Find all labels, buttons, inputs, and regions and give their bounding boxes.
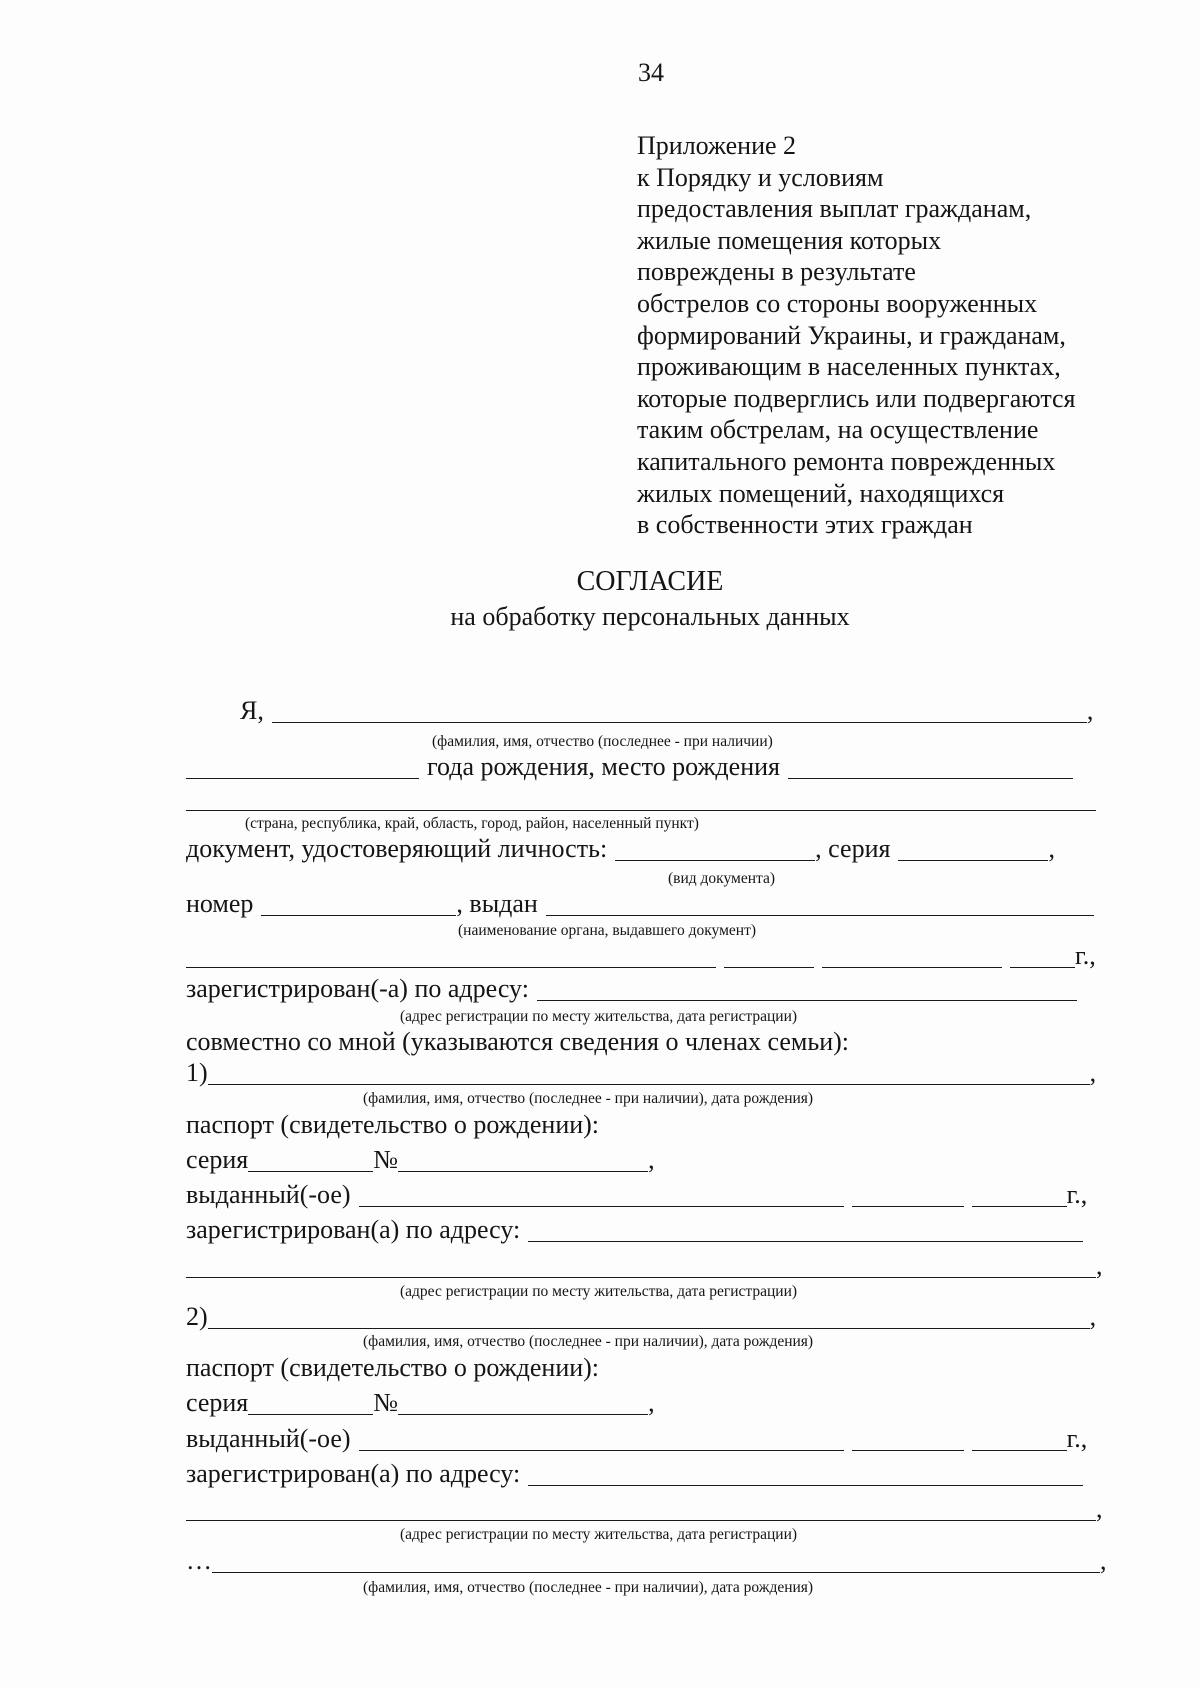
- birth-year-field[interactable]: [186, 756, 419, 779]
- line-series-number-2: [186, 1384, 655, 1418]
- member-2-name-field[interactable]: [208, 1306, 1090, 1329]
- issuer-field-cont[interactable]: [186, 945, 716, 968]
- comma: ,: [1096, 1494, 1103, 1523]
- caption-address-2: (адрес регистрации по месту жительства, дата регистрации): [400, 1526, 798, 1543]
- appendix-line: предоставления выплат гражданам,: [637, 194, 1032, 224]
- number-sign: №: [373, 1145, 399, 1174]
- appendix-line: формирований Украины, и гражданам,: [637, 320, 1066, 350]
- issuer-field[interactable]: [546, 893, 1094, 916]
- member-2-address-field-cont[interactable]: [186, 1498, 1096, 1521]
- label-series-1: серия: [186, 1145, 249, 1174]
- appendix-line: в собственности этих граждан: [637, 510, 973, 540]
- comma: ,: [1096, 1251, 1103, 1280]
- member-2-address-field[interactable]: [528, 1463, 1083, 1486]
- line-birth-place-cont: [186, 780, 1096, 814]
- year-mark: г.,: [1066, 1424, 1088, 1453]
- comma: ,: [1100, 1546, 1107, 1575]
- appendix-header: [637, 130, 1157, 541]
- label-birth: года рождения, место рождения: [427, 752, 780, 781]
- member-1-issuer-field[interactable]: [359, 1184, 844, 1207]
- appendix-line: проживающим в населенных пунктах,: [637, 352, 1061, 382]
- line-series-number-1: [186, 1141, 655, 1175]
- appendix-line: жилые помещения которых: [637, 225, 942, 255]
- label-issued-1: выданный(-ое): [186, 1180, 351, 1209]
- member-2-issuer-field[interactable]: [359, 1428, 844, 1451]
- comma: ,: [1048, 834, 1055, 863]
- page-number: 34: [638, 58, 664, 87]
- appendix-line: к Порядку и условиям: [637, 162, 884, 192]
- member-1-series-field[interactable]: [248, 1149, 373, 1172]
- family-heading: совместно со мной (указываются сведения о членах семьи):: [186, 1027, 850, 1056]
- line-member-more: [186, 1542, 1107, 1576]
- full-name-field[interactable]: [272, 700, 1087, 723]
- year-mark: г.,: [1075, 941, 1096, 970]
- appendix-line: обстрелов со стороны вооруженных: [637, 288, 1038, 318]
- member-2-issue-day-field[interactable]: [852, 1428, 964, 1451]
- label-registered-2: зарегистрирован(а) по адресу:: [186, 1459, 521, 1488]
- birth-place-field[interactable]: [788, 756, 1073, 779]
- caption-member-more: (фамилия, имя, отчество (последнее - при наличии), дата рождения): [363, 1579, 814, 1596]
- appendix-line: капитального ремонта поврежденных: [637, 446, 1056, 476]
- document-title: СОГЛАСИЕ: [576, 566, 724, 597]
- member-more-name-field[interactable]: [212, 1550, 1100, 1573]
- year-mark: г.,: [1066, 1180, 1088, 1209]
- line-member-1: [186, 1054, 1096, 1088]
- birth-place-field-cont[interactable]: [186, 788, 1096, 811]
- caption-birth-place: (страна, республика, край, область, город, район, населенный пункт): [245, 815, 699, 832]
- line-passport-2: паспорт (свидетельство о рождении):: [186, 1353, 600, 1382]
- caption-document-type: (вид документа): [668, 870, 776, 887]
- line-registered: [186, 970, 1077, 1004]
- label-member-1: 1): [186, 1058, 208, 1087]
- comma: ,: [1089, 1302, 1097, 1331]
- document-subtitle: на обработку персональных данных: [450, 602, 850, 631]
- member-2-series-field[interactable]: [248, 1392, 373, 1415]
- appendix-line: жилых помещений, находящихся: [637, 478, 1005, 508]
- issue-month-field[interactable]: [822, 945, 1002, 968]
- line-issued-2: [186, 1420, 1087, 1454]
- document-series-field[interactable]: [898, 838, 1048, 861]
- member-1-address-field[interactable]: [528, 1219, 1083, 1242]
- caption-full-name: (фамилия, имя, отчество (последнее - при наличии): [432, 733, 773, 750]
- document-type-field[interactable]: [615, 838, 815, 861]
- label-series-2: серия: [186, 1388, 249, 1417]
- line-registered-2: [186, 1455, 1083, 1489]
- appendix-line: которые подверглись или подвергаются: [637, 383, 1076, 413]
- line-issued-1: [186, 1176, 1087, 1210]
- member-2-number-field[interactable]: [398, 1392, 648, 1415]
- line-document: [186, 830, 1055, 864]
- member-1-issue-day-field[interactable]: [852, 1184, 964, 1207]
- comma: ,: [1089, 1058, 1097, 1087]
- label-document: документ, удостоверяющий личность:: [186, 834, 608, 863]
- line-passport-1: паспорт (свидетельство о рождении):: [186, 1110, 600, 1139]
- appendix-line: Приложение 2: [637, 131, 797, 160]
- caption-address-1: (адрес регистрации по месту жительства, дата регистрации): [400, 1283, 798, 1300]
- member-1-number-field[interactable]: [398, 1149, 648, 1172]
- comma: ,: [648, 1145, 655, 1174]
- appendix-line: повреждены в результате: [637, 257, 916, 287]
- line-address-2-cont: [186, 1490, 1103, 1524]
- line-registered-1: [186, 1211, 1083, 1245]
- label-issued: , выдан: [456, 889, 538, 918]
- label-member-2: 2): [186, 1302, 208, 1331]
- member-2-issue-year-field[interactable]: [972, 1428, 1067, 1451]
- line-birth: [186, 748, 1073, 782]
- appendix-line: таким обстрелам, на осуществление: [637, 415, 1039, 445]
- line-full-name: [240, 692, 1093, 726]
- document-number-field[interactable]: [261, 893, 456, 916]
- comma: ,: [648, 1388, 655, 1417]
- label-number: номер: [186, 889, 254, 918]
- issue-day-field[interactable]: [724, 945, 814, 968]
- caption-member-2: (фамилия, имя, отчество (последнее - при наличии), дата рождения): [363, 1333, 814, 1350]
- label-registered-1: зарегистрирован(а) по адресу:: [186, 1215, 521, 1244]
- label-ellipsis: …: [186, 1546, 212, 1575]
- registration-address-field[interactable]: [537, 978, 1077, 1001]
- label-issued-2: выданный(-ое): [186, 1424, 351, 1453]
- line-issuer-date: [186, 937, 1096, 971]
- member-1-address-field-cont[interactable]: [186, 1255, 1096, 1278]
- comma: ,: [1086, 696, 1094, 725]
- line-address-1-cont: [186, 1247, 1103, 1281]
- number-sign: №: [373, 1388, 399, 1417]
- member-1-issue-year-field[interactable]: [972, 1184, 1067, 1207]
- caption-issuer: (наименование органа, выдавшего документ): [458, 922, 757, 939]
- label-series: , серия: [815, 834, 891, 863]
- member-1-name-field[interactable]: [208, 1062, 1090, 1085]
- issue-year-field[interactable]: [1010, 945, 1075, 968]
- label-i: Я,: [240, 696, 264, 725]
- caption-address: (адрес регистрации по месту жительства, дата регистрации): [400, 1008, 798, 1025]
- label-registered: зарегистрирован(-а) по адресу:: [186, 974, 529, 1003]
- caption-member-1: (фамилия, имя, отчество (последнее - при наличии), дата рождения): [363, 1090, 814, 1107]
- line-number-issued: [186, 885, 1094, 919]
- line-member-2: [186, 1298, 1096, 1332]
